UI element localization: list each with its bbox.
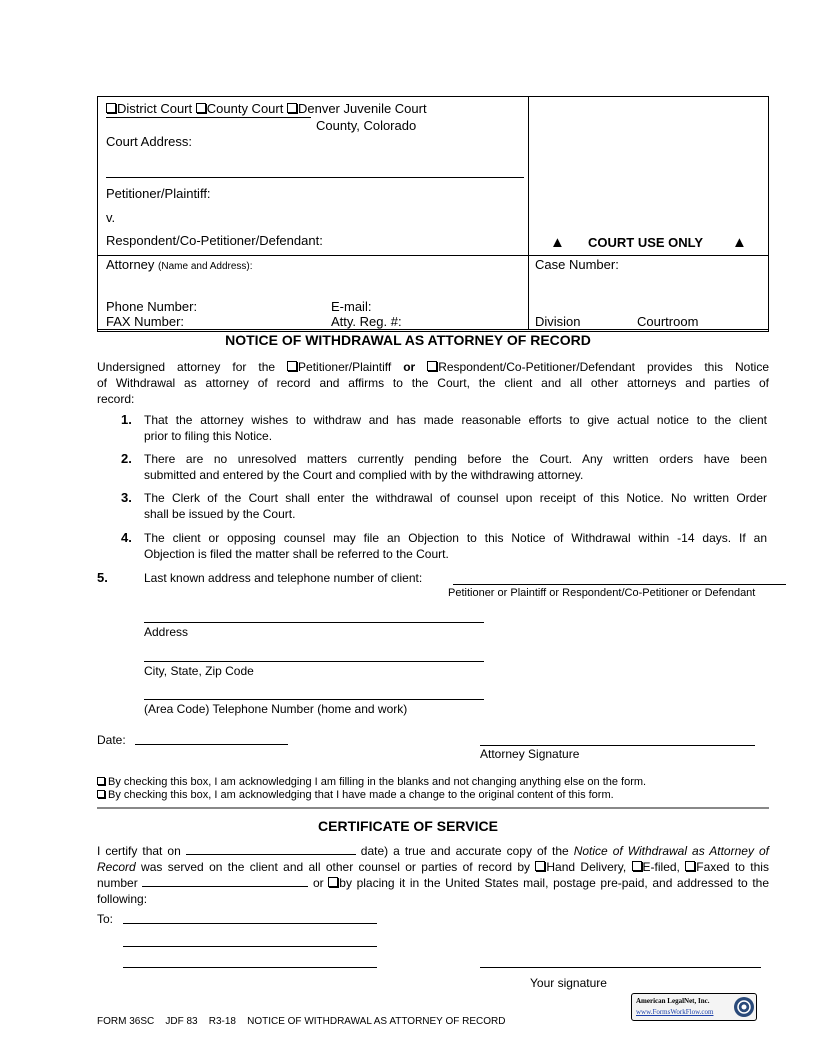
date-label: Date: (97, 733, 126, 747)
district-court-label: District Court (117, 101, 193, 116)
fax-number-label: FAX Number: (106, 314, 185, 329)
item-3-line-2: shall be issued by the Court. (144, 507, 296, 521)
caption-vertical-divider (528, 96, 529, 330)
intro-petitioner-label: Petitioner/Plaintiff (298, 360, 392, 374)
cert-l1-a: I certify that on (97, 844, 181, 858)
your-signature-blank[interactable] (480, 967, 761, 968)
item-2-text (144, 451, 767, 483)
your-signature-caption: Your signature (530, 976, 607, 990)
efiled-label: E-filed, (642, 860, 680, 874)
to-blank-3[interactable] (123, 967, 377, 968)
attorney-signature-blank[interactable] (480, 745, 755, 746)
district-court-checkbox[interactable] (106, 103, 116, 113)
item-3-line-1: The Clerk of the Court shall enter the withdrawal of counsel upon receipt of this Notice. No written Order (144, 491, 767, 505)
footer-jdf: JDF 83 (165, 1016, 198, 1027)
globe-icon (733, 996, 755, 1018)
juvenile-court-label: Denver Juvenile Court (297, 101, 427, 116)
intro-respondent-checkbox[interactable] (427, 361, 437, 371)
cert-line-2 (97, 859, 769, 875)
v-label: v. (106, 210, 116, 225)
footer-rev: R3-18 (208, 1016, 236, 1027)
cert-l1-italic: Notice of Withdrawal as Attorney of (573, 844, 769, 858)
atty-reg-label: Atty. Reg. #: (331, 314, 402, 329)
client-address-blank[interactable] (144, 622, 484, 623)
item-3-number: 3. (121, 490, 132, 505)
mail-checkbox[interactable] (328, 877, 338, 887)
attorney-signature-caption: Attorney Signature (480, 747, 580, 761)
client-name-blank[interactable] (453, 584, 786, 585)
cert-l1-b: date) a true and accurate copy of the (360, 844, 569, 858)
item-2-line-1: There are no unresolved matters currently pending before the Court. Any written orders have been (144, 452, 767, 466)
client-city-blank[interactable] (144, 661, 484, 662)
intro-line-3: record: (97, 392, 135, 406)
certificate-paragraph (97, 843, 769, 907)
item-4-text (144, 530, 767, 562)
ack-row-1 (97, 776, 646, 788)
intro-petitioner-checkbox[interactable] (287, 361, 297, 371)
address-caption: Address (144, 625, 189, 639)
ack-2-checkbox[interactable] (97, 790, 105, 798)
american-legalnet-logo (631, 993, 757, 1021)
footer-form-id: FORM 36SC (97, 1016, 155, 1027)
court-use-only-label: COURT USE ONLY (588, 235, 704, 250)
item-2-line-2: submitted and entered by the Court and complied with by the withdrawing attorney. (144, 468, 584, 482)
city-caption: City, State, Zip Code (144, 664, 254, 678)
section-divider (97, 807, 769, 809)
to-blank-1[interactable] (123, 923, 377, 924)
cert-line-4: following: (97, 892, 148, 906)
attorney-label-row (106, 257, 253, 272)
division-label: Division (535, 314, 581, 329)
intro-text-a: Undersigned attorney for the (97, 360, 276, 374)
footer-text (97, 1016, 505, 1027)
date-blank[interactable] (135, 744, 288, 745)
intro-paragraph (97, 359, 769, 407)
cert-l3-a: number (97, 876, 138, 890)
to-label: To: (97, 912, 114, 926)
item-5-text: Last known address and telephone number of client: (144, 571, 423, 585)
caption-table (97, 96, 769, 332)
respondent-label: Respondent/Co-Petitioner/Defendant: (106, 233, 323, 248)
hand-delivery-label: Hand Delivery, (546, 860, 627, 874)
to-blank-2[interactable] (123, 946, 377, 947)
item-4-number: 4. (121, 530, 132, 545)
cert-l3-b: by placing it in the United States mail, postage pre-paid, and addressed to the (339, 876, 770, 890)
notice-title: NOTICE OF WITHDRAWAL AS ATTORNEY OF RECORD (225, 332, 591, 348)
item-3-text (144, 490, 767, 522)
item-4-line-2: Objection is filed the matter shall be referred to the Court. (144, 547, 449, 561)
logo-url[interactable]: www.FormsWorkFlow.com (636, 1008, 714, 1016)
logo-name: American LegalNet, Inc. (636, 997, 710, 1005)
petitioner-label: Petitioner/Plaintiff: (106, 186, 211, 201)
title-row-divider (97, 329, 769, 330)
courtroom-label: Courtroom (637, 314, 699, 329)
intro-or: or (403, 360, 416, 374)
court-type-row (106, 101, 427, 116)
footer-form-title: NOTICE OF WITHDRAWAL AS ATTORNEY OF RECORD (247, 1016, 506, 1027)
efiled-checkbox[interactable] (632, 861, 642, 871)
arrow-up-icon-right: ▲ (732, 234, 747, 251)
client-phone-blank[interactable] (144, 699, 484, 700)
county-colorado-label: County, Colorado (316, 118, 417, 133)
item-1-line-2: prior to filing this Notice. (144, 429, 273, 443)
cert-line-1 (97, 843, 769, 859)
case-number-label: Case Number: (535, 257, 619, 272)
cert-l3-or: or (312, 876, 324, 890)
phone-caption: (Area Code) Telephone Number (home and work) (144, 702, 408, 716)
intro-line-1 (97, 359, 769, 375)
item-1-line-1: That the attorney wishes to withdraw and has made reasonable efforts to give actual notice to the client (144, 413, 767, 427)
certificate-title: CERTIFICATE OF SERVICE (318, 818, 498, 834)
court-address-blank[interactable] (106, 177, 524, 178)
faxed-label: Faxed to this (696, 860, 769, 874)
item-5-number: 5. (97, 570, 108, 585)
phone-number-label: Phone Number: (106, 299, 198, 314)
faxed-checkbox[interactable] (685, 861, 695, 871)
intro-respondent-label: Respondent/Co-Petitioner/Defendant provides this Notice (438, 360, 770, 374)
fax-number-blank[interactable] (142, 886, 308, 887)
arrow-up-icon-left: ▲ (550, 234, 565, 251)
item-2-number: 2. (121, 451, 132, 466)
item-1-number: 1. (121, 412, 132, 427)
county-court-checkbox[interactable] (196, 103, 206, 113)
county-court-label: County Court (206, 101, 284, 116)
email-label: E-mail: (331, 299, 372, 314)
intro-line-2: of Withdrawal as attorney of record and affirms to the Court, the client and all other attorneys and parties of (97, 376, 769, 390)
cert-line-3 (97, 875, 769, 891)
ack-2-text: By checking this box, I am acknowledging that I have made a change to the original content of this form. (108, 789, 614, 801)
hand-delivery-checkbox[interactable] (535, 861, 545, 871)
client-name-caption: Petitioner or Plaintiff or Respondent/Co-Petitioner or Defendant (448, 587, 756, 599)
court-address-label: Court Address: (106, 134, 192, 149)
cert-l2-italic: Record (97, 860, 136, 874)
county-blank[interactable] (106, 117, 311, 118)
item-4-line-1: The client or opposing counsel may file an Objection to this Notice of Withdrawal within -14 days. If an (144, 531, 767, 545)
ack-1-text: By checking this box, I am acknowledging I am filling in the blanks and not changing anything else on the form. (108, 776, 647, 788)
ack-1-checkbox[interactable] (97, 777, 105, 785)
juvenile-court-checkbox[interactable] (287, 103, 297, 113)
attorney-sub-label: (Name and Address): (158, 261, 253, 272)
ack-row-2 (97, 789, 614, 801)
cert-date-blank[interactable] (186, 854, 356, 855)
caption-horizontal-divider (97, 255, 769, 256)
item-1-text (144, 412, 767, 444)
cert-l2-a: was served on the client and all other counsel or parties of record by (141, 860, 531, 874)
attorney-label: Attorney (106, 257, 155, 272)
